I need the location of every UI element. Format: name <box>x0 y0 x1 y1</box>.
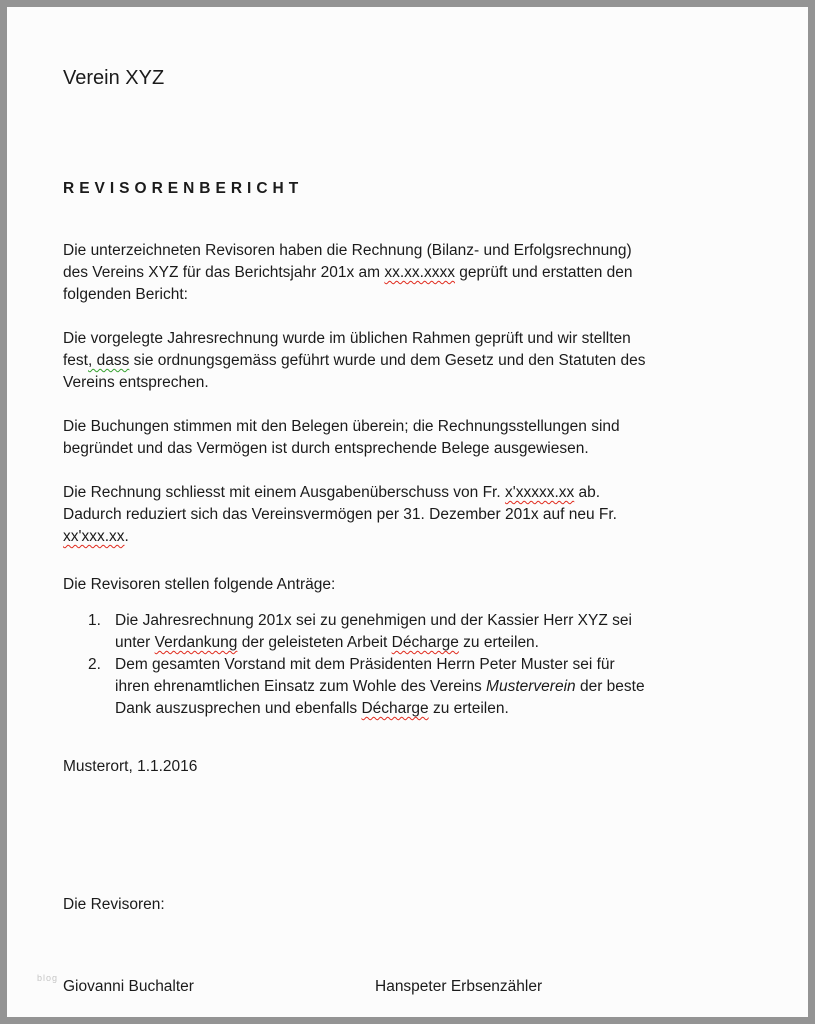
watermark-text: blog <box>37 973 59 983</box>
text-segment: zu erteilen. <box>458 634 539 651</box>
spellcheck-flagged-text: Décharge <box>391 634 459 651</box>
text-segment: der geleisteten Arbeit <box>237 634 392 651</box>
text-segment: Die Jahresrechnung 201x sei zu genehmigen und der Kassier Herr XYZ sei <box>115 612 632 629</box>
list-item-text <box>115 654 763 720</box>
signature-name-left: Giovanni Buchalter <box>63 978 194 995</box>
text-segment: ab. <box>574 484 601 501</box>
document-title: REVISORENBERICHT <box>63 180 304 197</box>
text-segment: ihren ehrenamtlichen Einsatz zum Wohle des Vereins <box>115 678 487 695</box>
spellcheck-flagged-text: xx.xx.xxxx <box>384 264 455 281</box>
grammar-flagged-text: , dass <box>87 352 130 369</box>
text-segment: begründet und das Vermögen ist durch entsprechende Belege ausgewiesen. <box>63 440 589 457</box>
list-number: 2. <box>88 656 101 673</box>
company-name: Verein XYZ <box>63 67 165 89</box>
text-segment: Vereins entsprechen. <box>63 374 209 391</box>
text-segment: sie ordnungsgemäss geführt wurde und dem Gesetz und den Statuten des <box>129 352 646 369</box>
text-segment: Dadurch reduziert sich das Vereinsvermögen per 31. Dezember 201x auf neu Fr. <box>63 506 617 523</box>
text-segment: Die Buchungen stimmen mit den Belegen überein; die Rechnungsstellungen sind <box>63 418 620 435</box>
text-segment: zu erteilen. <box>428 700 509 717</box>
place-date: Musterort, 1.1.2016 <box>63 758 198 775</box>
text-segment: der beste <box>575 678 645 695</box>
text-segment: geprüft und erstatten den <box>454 264 633 281</box>
text-segment: Die Rechnung schliesst mit einem Ausgabenüberschuss von Fr. <box>63 484 505 501</box>
text-segment: . <box>124 528 129 545</box>
list-item-text <box>115 610 763 654</box>
spellcheck-flagged-text: Décharge <box>361 700 429 717</box>
text-segment: Die unterzeichneten Revisoren haben die Rechnung (Bilanz- und Erfolgsrechnung) <box>63 242 632 259</box>
text-segment: fest <box>63 352 88 369</box>
text-segment: folgenden Bericht: <box>63 286 188 303</box>
paragraph-jahresrechnung <box>63 328 763 394</box>
text-segment: Dank auszusprechen und ebenfalls <box>115 700 362 717</box>
signature-name-right: Hanspeter Erbsenzähler <box>375 978 543 995</box>
revisoren-label: Die Revisoren: <box>63 896 165 913</box>
signature-row <box>63 976 763 998</box>
paragraph-rechnung-abschluss <box>63 482 763 548</box>
spellcheck-flagged-text: xx'xxx.xx <box>63 528 125 545</box>
spellcheck-flagged-text: x'xxxxx.xx <box>504 484 575 501</box>
document-content <box>7 7 763 998</box>
antraege-list <box>63 610 763 720</box>
italic-text: Musterverein <box>486 678 576 695</box>
text-segment: Dem gesamten Vorstand mit dem Präsidenten Herrn Peter Muster sei für <box>115 656 615 673</box>
list-item <box>63 654 763 720</box>
list-item <box>63 610 763 654</box>
list-number: 1. <box>88 612 101 629</box>
text-segment: des Vereins XYZ für das Berichtsjahr 201x am <box>63 264 385 281</box>
text-segment: unter <box>115 634 155 651</box>
spellcheck-flagged-text: Verdankung <box>154 634 238 651</box>
paragraph-introduction <box>63 240 763 306</box>
paragraph-buchungen <box>63 416 763 460</box>
text-segment: Die vorgelegte Jahresrechnung wurde im üblichen Rahmen geprüft und wir stellten <box>63 330 631 347</box>
antraege-intro: Die Revisoren stellen folgende Anträge: <box>63 576 336 593</box>
